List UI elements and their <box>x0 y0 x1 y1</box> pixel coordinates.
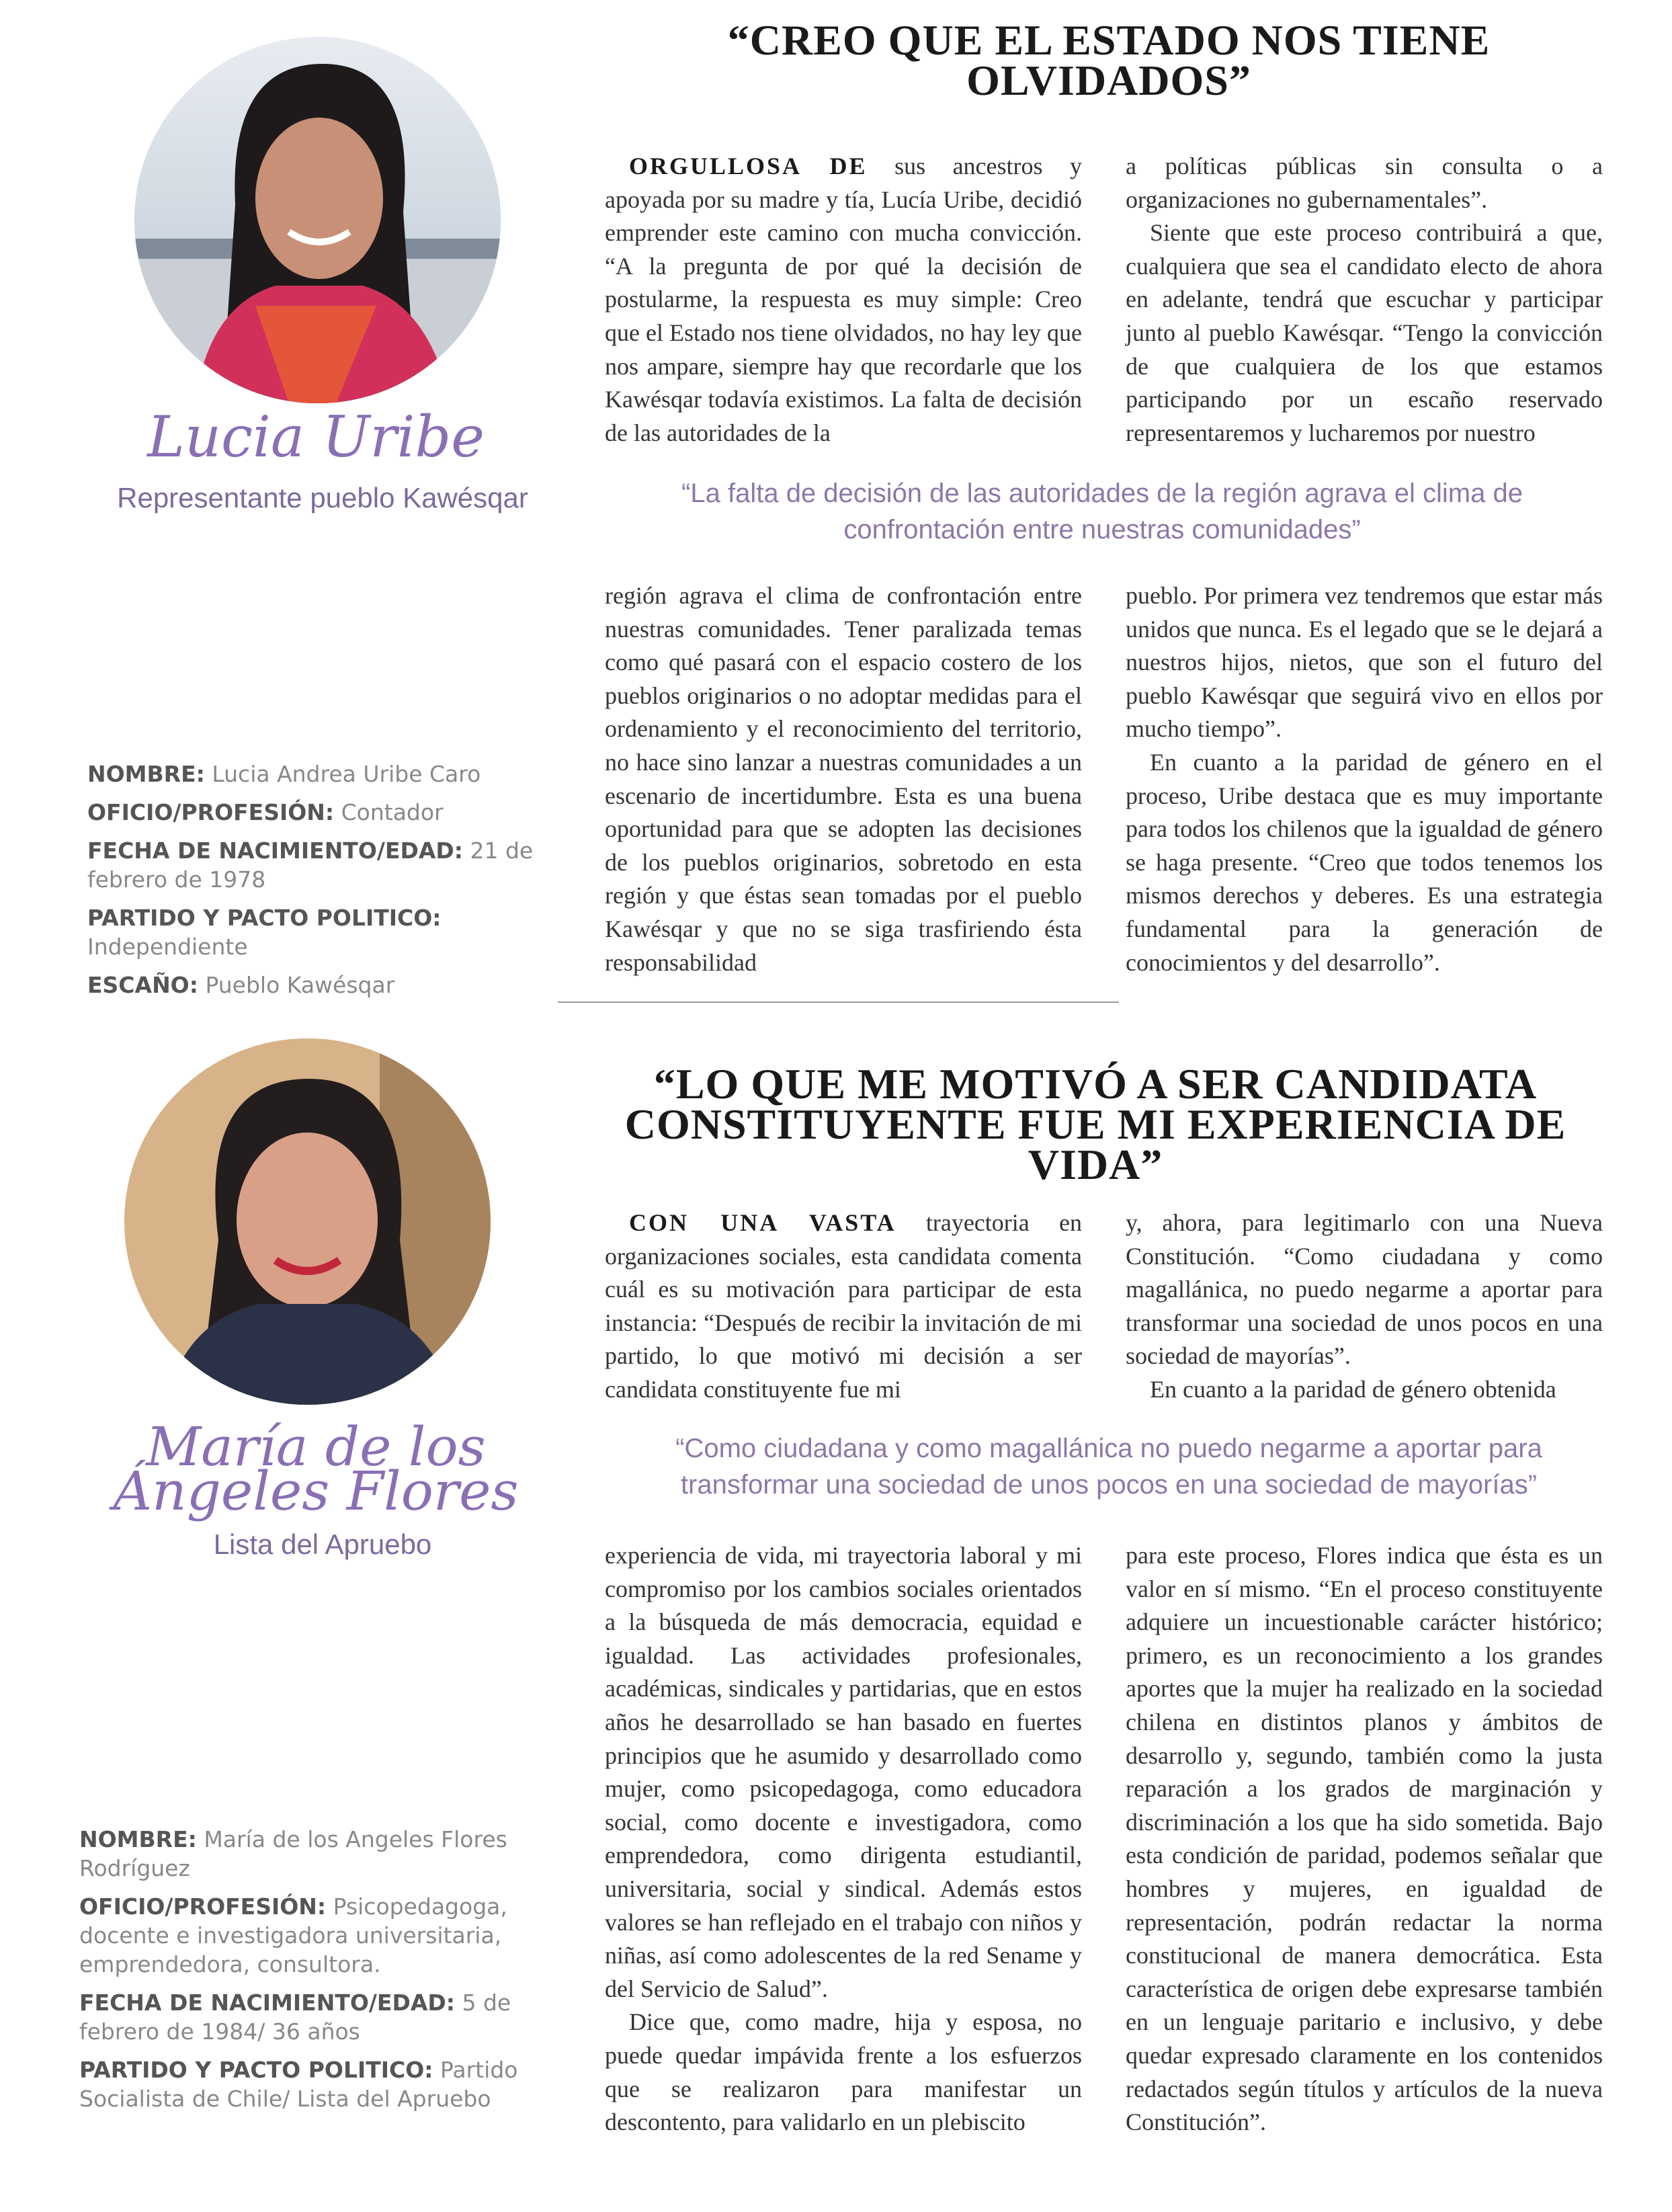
name-line: Ángeles Flores <box>113 1460 519 1522</box>
fact-value: 21 de febrero de 1978 <box>87 837 534 893</box>
profile1-role: Representante pueblo Kawésqar <box>117 482 528 514</box>
profile2-facts <box>79 1825 550 2123</box>
article1-col2-bottom <box>1126 579 1603 979</box>
body-text: pueblo. Por primera vez tendremos que estar más unidos que nunca. Es el legado que se le dejará a nuestros hijos, nietos, que son el futuro del pueblo Kawésqar que seguirá vivo en ellos por mucho tiempo”. <box>1126 582 1603 743</box>
body-text: y, ahora, para legitimarlo con una Nueva Constitución. “Como ciudadana y como magallánica, no puedo negarme a aportar para transformar una sociedad de unos pocos en una sociedad de mayorías”. <box>1126 1209 1603 1370</box>
fact-row <box>79 1988 550 2046</box>
fact-row <box>79 2055 550 2113</box>
fact-row <box>87 971 544 999</box>
profile2-name <box>101 1416 531 1522</box>
fact-value: Partido Socialista de Chile/ Lista del Apruebo <box>79 2057 518 2112</box>
title-line: CONSTITUYENTE FUE MI EXPERIENCIA DE VIDA” <box>624 1100 1566 1188</box>
lucia-uribe-photo <box>134 37 501 403</box>
fact-label: ESCAÑO: <box>87 972 198 998</box>
profile2-role: Lista del Apruebo <box>213 1528 432 1560</box>
article1-col1-top <box>605 150 1082 450</box>
lead-in: ORGULLOSA DE <box>629 153 868 179</box>
fact-value: Independiente <box>87 934 248 960</box>
fact-value: Psicopedagoga, docente e investigadora universitaria, emprendedora, consultora. <box>79 1893 507 1977</box>
profile1-facts <box>87 760 544 1009</box>
article1-title <box>591 16 1626 104</box>
fact-row <box>79 1825 550 1883</box>
article1-col2-top <box>1126 150 1603 450</box>
article2-col1-bottom <box>605 1539 1082 2139</box>
article1-col1-bottom <box>605 579 1082 979</box>
body-text: experiencia de vida, mi trayectoria laboral y mi compromiso por los cambios sociales orientados a la búsqueda de más democracia, equidad e igualdad. Las actividades profesionales, académicas, sindicales y partidarias, que en estos años he desarrollado se han basado en fuertes principios que he asumido y desarrollado como mujer, como psicopedagoga, como educadora social, como docente e investigadora, como emprendedora, como dirigenta estudiantil, universitaria, social y sindical. Además estos valores se han reflejado en el trabajo con niños y niñas, así como adolescentes de la red Sename y del Servicio de Salud”. <box>605 1542 1082 2002</box>
fact-value: Lucia Andrea Uribe Caro <box>212 761 481 787</box>
lead-in: CON UNA VASTA <box>629 1209 896 1236</box>
body-text: a políticas públicas sin consulta o a organizaciones no gubernamentales”. <box>1126 153 1603 213</box>
portrait-illustration <box>134 37 501 403</box>
name-line: María de los <box>146 1416 486 1478</box>
body-text: sus ancestros y apoyada por su madre y tía, Lucía Uribe, decidió emprender este camino con mucha convicción. “A la pregunta de por qué la decisión de postularme, la respuesta es muy simple: Creo que el Estado nos tiene olvidados, no hay ley que nos ampare, siempre hay que recordarle que los Kawésqar todavía existimos. La falta de decisión de las autoridades de la <box>605 153 1083 446</box>
fact-row <box>87 836 544 894</box>
body-text: En cuanto a la paridad de género obtenida <box>1150 1375 1556 1403</box>
fact-row <box>87 798 544 827</box>
fact-label: FECHA DE NACIMIENTO/EDAD: <box>87 837 463 864</box>
article2-title <box>565 1060 1626 1188</box>
title-line: “LO QUE ME MOTIVÓ A SER CANDIDATA <box>653 1060 1538 1108</box>
fact-label: NOMBRE: <box>87 761 205 787</box>
fact-value: 5 de febrero de 1984/ 36 años <box>79 1990 511 2045</box>
body-text: trayectoria en organizaciones sociales, esta candidata comenta cuál es su motivación para participar de esta instancia: “Después de recibir la invitación de mi partido, lo que motivó mi decisión a ser candidata constituyente fue mi <box>605 1209 1082 1403</box>
title-line: “CREO QUE EL ESTADO NOS TIENE <box>727 16 1491 64</box>
article2-col2-bottom <box>1126 1539 1603 2139</box>
article2-col2-top <box>1126 1206 1603 1407</box>
body-text: para este proceso, Flores indica que ésta es un valor en sí mismo. “En el proceso constituyente adquiere un incuestionable carácter histórico; primero, es un reconocimiento a los grandes aportes que la mujer ha realizado en la sociedad chilena en distintos planos y ámbitos de desarrollo y, segundo, también como la justa reparación a los grados de marginación y discriminación a los que ha sido sometida. Bajo esta condición de paridad, podemos señalar que hombres y mujeres, en igualdad de representación, podrán redactar la norma constitucional de manera democrática. Esta característica de origen debe expresarse también en un lenguaje paritario e inclusivo, y debe quedar expresado claramente en los contenidos redactados según títulos y artículos de la nueva Constitución”. <box>1126 1542 1603 2136</box>
article1-pullquote: “La falta de decisión de las autoridades de la región agrava el clima de confrontación entre nuestras comunidades” <box>681 479 1523 544</box>
fact-value: Contador <box>341 799 444 825</box>
title-line: OLVIDADOS” <box>966 56 1251 104</box>
body-text: Dice que, como madre, hija y esposa, no puede quedar impávida frente a los esfuerzos que se realizaron para manifestar un descontento, para validarlo en un plebiscito <box>605 2008 1082 2136</box>
fact-value: María de los Angeles Flores Rodríguez <box>79 1826 507 1881</box>
portrait-illustration <box>124 1038 491 1405</box>
fact-label: PARTIDO Y PACTO POLITICO: <box>79 2057 433 2083</box>
fact-label: PARTIDO Y PACTO POLITICO: <box>87 905 442 931</box>
maria-flores-photo <box>124 1038 491 1405</box>
fact-label: NOMBRE: <box>79 1826 197 1852</box>
fact-label: OFICIO/PROFESIÓN: <box>87 799 335 825</box>
body-text: Siente que este proceso contribuirá a que, cualquiera que sea el candidato electo de ahora en adelante, tendrá que escuchar y participar junto al pueblo Kawésqar. “Tengo la convicción de que cualquiera de los que estamos participando por un escaño reservado representaremos y lucharemos por nuestro <box>1126 219 1603 446</box>
body-text: En cuanto a la paridad de género en el proceso, Uribe destaca que es muy importante para todos los chilenos que la igualdad de género se haga presente. “Creo que todos tenemos los mismos derechos y deberes. Es una estrategia fundamental para la generación de conocimientos y del desarrollo”. <box>1126 748 1603 976</box>
fact-label: OFICIO/PROFESIÓN: <box>79 1893 327 1920</box>
fact-label: FECHA DE NACIMIENTO/EDAD: <box>79 1990 455 2016</box>
fact-value: Pueblo Kawésqar <box>205 972 395 998</box>
body-text: región agrava el clima de confrontación entre nuestras comunidades. Tener paralizada temas como qué pasará con el espacio costero de los pueblos originarios o no adoptar medidas para el ordenamiento y el reconocimiento del territorio, no hace sino lanzar a nuestras comunidades a un escenario de incertidumbre. Esta es una buena oportunidad para que se adopten las decisiones de los pueblos originarios, sobretodo en esta región y que éstas sean tomadas por el pueblo Kawésqar y que no se siga trasfiriendo ésta responsabilidad <box>605 582 1082 976</box>
section-divider <box>558 1001 1119 1003</box>
article2-pullquote: “Como ciudadana y como magallánica no puedo negarme a aportar para transformar una sociedad de unos pocos en una sociedad de mayorías” <box>675 1434 1542 1500</box>
fact-row <box>87 903 544 961</box>
profile1-name: Lucia Uribe <box>147 404 485 470</box>
fact-row <box>87 760 544 788</box>
fact-row <box>79 1892 550 1979</box>
article2-col1-top <box>605 1206 1082 1407</box>
